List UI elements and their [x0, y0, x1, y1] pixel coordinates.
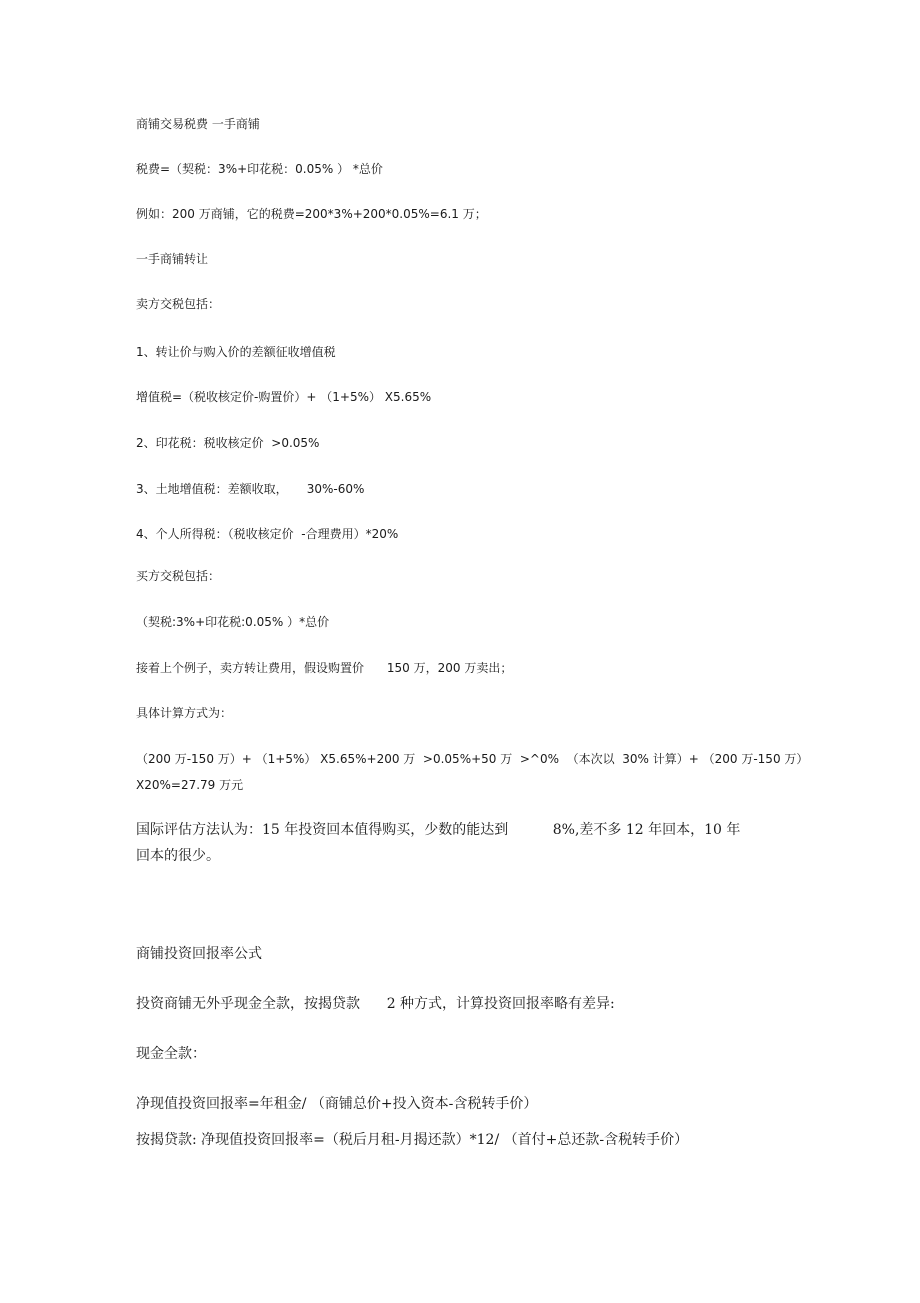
section-heading-shop-tax: 商铺交易税费 一手商铺	[136, 117, 260, 131]
seller-tax-label: 卖方交税包括：	[136, 297, 221, 311]
intl-assessment-line-2: 回本的很少。	[136, 848, 220, 864]
seller-item-vat: 1、转让价与购入价的差额征收增值税	[136, 345, 336, 359]
tax-formula: 税费=（契税：3%+印花税：0.05% ） *总价	[136, 162, 383, 176]
buyer-tax-label: 买方交税包括：	[136, 569, 221, 583]
section-heading-roi-formula: 商铺投资回报率公式	[136, 946, 262, 962]
roi-intro: 投资商铺无外乎现金全款，按揭贷款 2 种方式，计算投资回报率略有差异:	[136, 996, 615, 1012]
continued-example: 接着上个例子，卖方转让费用，假设购置价 150 万，200 万卖出；	[136, 661, 513, 675]
calculation-line-2: X20%=27.79 万元	[136, 778, 244, 792]
calculation-label: 具体计算方式为：	[136, 706, 233, 720]
calculation-line-1: （200 万-150 万）+ （1+5%） X5.65%+200 万 >0.05%+50 万 >^0% （本次以 30% 计算）+ （200 万-150 万）	[136, 752, 809, 766]
seller-item-income-tax: 4、个人所得税：（税收核定价 -合理费用）*20%	[136, 527, 399, 541]
mortgage-roi-formula: 按揭贷款: 净现值投资回报率=（税后月租-月揭还款）*12/ （首付+总还款-含税转手价）	[136, 1132, 689, 1148]
intl-assessment-line-1: 国际评估方法认为：15 年投资回本值得购买，少数的能达到 8%,差不多 12 年回本，10 年	[136, 822, 741, 838]
buyer-tax-formula: （契税:3%+印花税:0.05% ）*总价	[136, 615, 330, 629]
vat-formula: 增值税=（税收核定价-购置价）+ （1+5%） X5.65%	[136, 390, 432, 404]
cash-payment-label: 现金全款：	[136, 1046, 206, 1062]
tax-example: 例如：200 万商铺，它的税费=200*3%+200*0.05%=6.1 万；	[136, 207, 487, 221]
seller-item-stamp-tax: 2、印花税：税收核定价 >0.05%	[136, 436, 320, 450]
cash-roi-formula: 净现值投资回报率=年租金/ （商铺总价+投入资本-含税转手价）	[136, 1096, 538, 1112]
seller-item-land-vat: 3、土地增值税：差额收取， 30%-60%	[136, 482, 365, 496]
subheading-first-hand-transfer: 一手商铺转让	[136, 252, 209, 266]
